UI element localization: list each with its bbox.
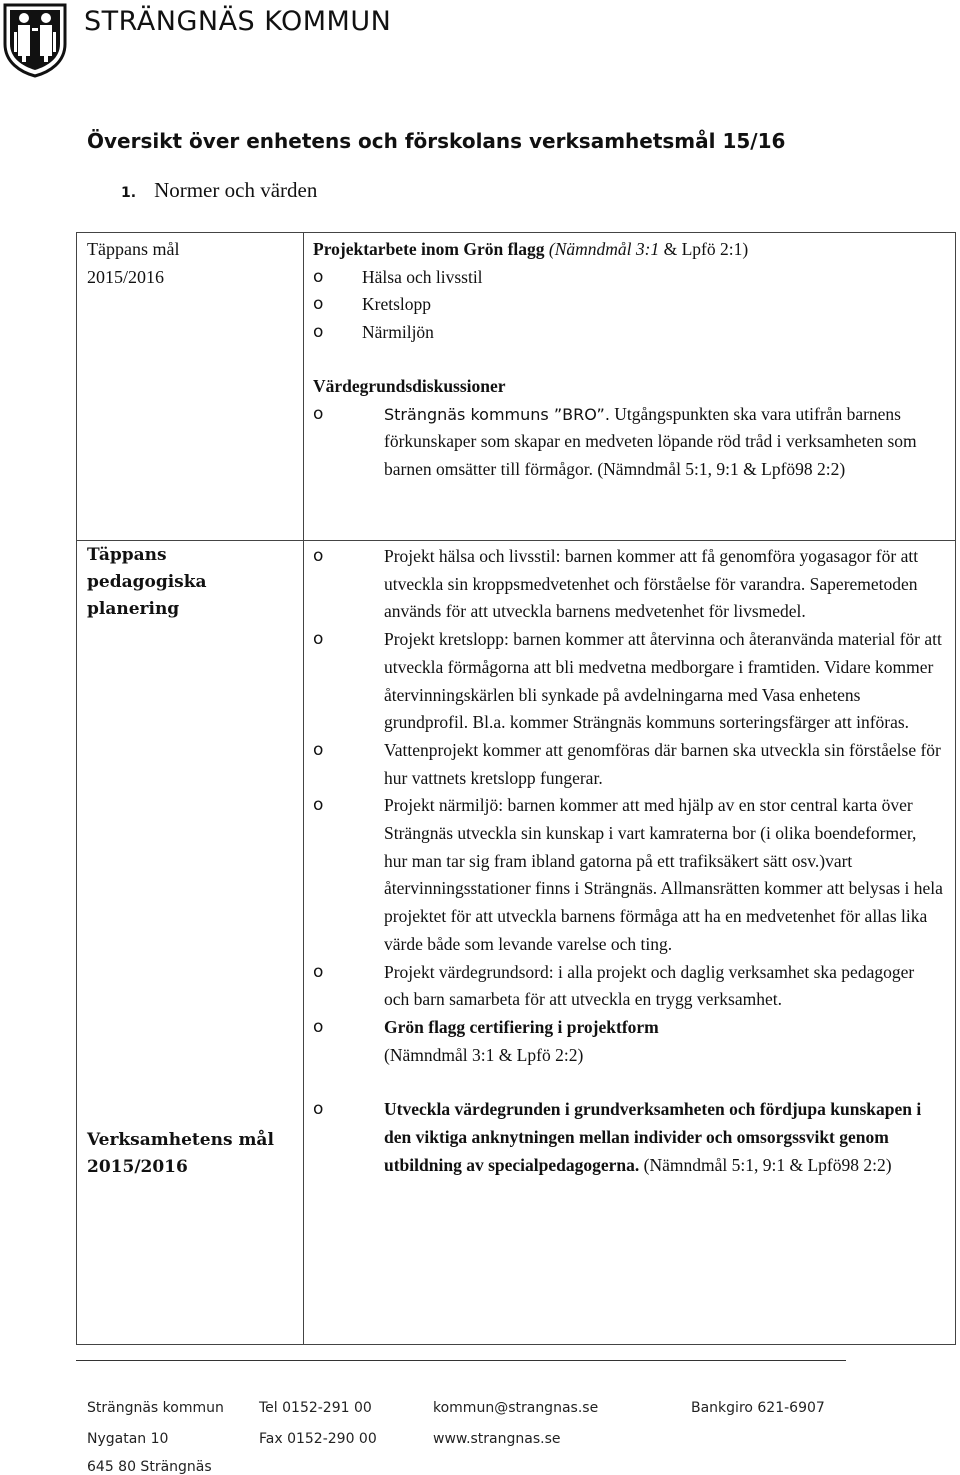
footer-postal: 645 80 Strängnäs — [87, 1459, 212, 1475]
coat-of-arms-icon — [2, 2, 68, 83]
green-flag-list — [313, 264, 943, 347]
row-label-pedagogical-planning — [87, 542, 297, 623]
list-item — [313, 543, 943, 626]
bullet-icon: o — [313, 961, 324, 982]
bullet-icon: o — [313, 546, 324, 566]
footer-rule — [76, 1360, 846, 1361]
goal-title: Utveckla värdegrunden i grundverksamheten och fördjupa kunskapen i den viktiga anknytningen mellan individer och omsorgssvikt genom utbildning av specialpedagogerna. — [384, 1099, 922, 1175]
footer-org-name: Strängnäs kommun — [87, 1400, 224, 1416]
list-item-text: Kretslopp — [362, 294, 432, 315]
municipality-name: STRÄNGNÄS KOMMUN — [84, 6, 392, 37]
bullet-icon: o — [313, 629, 324, 650]
bullet-icon: o — [313, 322, 324, 343]
list-item-text: Projekt närmiljö: barnen kommer att med hjälp av en stor central karta över Strängnäs utveckla sin kunskap i vart kamraterna bor (i olika boendeformer, hur man tar sig fram ibland gatorna på ett trafiksäkert sätt osv.)vart återvinningsstationer finns i Strängnäs. Allmansrätten kommer att belysas i hela projektet för att utveckla barnens förmåga att ha en medvetenhet för allas lika värde både som levande varelse och ting. — [384, 795, 943, 954]
heading-ref-italic: (Nämndmål 3:1 — [548, 239, 660, 259]
bullet-icon: o — [313, 795, 324, 816]
section-heading — [121, 178, 317, 203]
green-flag-heading — [313, 236, 943, 264]
list-item — [313, 626, 943, 737]
list-item-text: Projekt värdegrundsord: i alla projekt och daglig verksamhet ska pedagoger och barn samarbeta för att utveckla en trygg verksamhet. — [384, 961, 915, 1010]
label-line: Verksamhetens mål — [87, 1130, 274, 1150]
list-item — [313, 1014, 943, 1069]
label-line: 2015/2016 — [87, 267, 165, 287]
row-divider — [77, 540, 955, 541]
list-item — [313, 291, 943, 319]
list-item — [313, 959, 943, 1014]
column-divider — [303, 233, 304, 1344]
goal-reference: (Nämndmål 3:1 & Lpfö 2:2) — [384, 1044, 584, 1065]
list-item — [313, 264, 943, 292]
goal-title: Grön flagg certifiering i projektform — [384, 1016, 659, 1037]
bullet-icon: o — [313, 294, 324, 315]
footer-street: Nygatan 10 — [87, 1431, 169, 1447]
footer-fax: Fax 0152-290 00 — [259, 1431, 377, 1447]
footer-website-link[interactable]: www.strangnas.se — [433, 1431, 561, 1447]
label-line: Täppans — [87, 545, 167, 565]
row1-content — [313, 236, 943, 484]
section-number: 1. — [121, 185, 137, 201]
values-discussion-heading: Värdegrundsdiskussioner — [313, 375, 506, 396]
list-item — [313, 319, 943, 347]
heading-text: Projektarbete inom Grön flagg — [313, 239, 545, 259]
label-line: 2015/2016 — [87, 1157, 188, 1177]
section-title: Normer och värden — [154, 178, 318, 202]
list-item-text: Närmiljön — [362, 322, 434, 343]
row2-content — [313, 543, 943, 1179]
list-item-text: Utgångspunkten ska vara utifrån barnens förkunskaper som skapar en medveten löpande röd tråd i verksamheten som barnen omsätter till förmågor. (Nämndmål 5:1, 9:1 & Lpfö98 2:2) — [384, 403, 917, 479]
footer-phone: Tel 0152-291 00 — [259, 1400, 372, 1416]
bullet-icon: o — [313, 1016, 324, 1037]
list-item — [313, 1096, 943, 1179]
goals-table — [76, 232, 956, 1345]
bullet-icon: o — [313, 1099, 324, 1120]
row-label-tappans-mal — [87, 235, 297, 291]
goal-reference: (Nämndmål 5:1, 9:1 & Lpfö98 2:2) — [639, 1154, 892, 1175]
footer-bankgiro: Bankgiro 621-6907 — [691, 1400, 825, 1416]
bro-label: Strängnäs kommuns ”BRO”. — [384, 404, 610, 424]
list-item-text: Vattenprojekt kommer att genomföras där barnen ska utveckla sin förståelse för hur vattnets kretslopp fungerar. — [384, 739, 941, 788]
list-item — [313, 401, 943, 484]
page-header — [0, 0, 960, 80]
row-label-verksamhetens-mal — [87, 1127, 297, 1181]
values-list — [313, 401, 943, 484]
bullet-icon: o — [313, 403, 324, 424]
list-item-text: Projekt hälsa och livsstil: barnen kommer att få genomföra yogasagor för att utveckla sin kroppsmedvetenhet och förståelse för varandra. Saperemetoden används för att utveckla barnens medvetenhet för livsmedel. — [384, 546, 919, 622]
footer-email-link[interactable]: kommun@strangnas.se — [433, 1400, 599, 1416]
label-line: pedagogiska — [87, 572, 207, 592]
list-item — [313, 792, 943, 958]
bullet-icon: o — [313, 266, 324, 287]
heading-ref: & Lpfö 2:1) — [659, 239, 749, 259]
label-line: planering — [87, 599, 180, 619]
projects-list — [313, 543, 943, 1014]
document-title: Översikt över enhetens och förskolans verksamhetsmål 15/16 — [87, 129, 786, 153]
list-item-text: Hälsa och livsstil — [362, 266, 483, 287]
bullet-icon: o — [313, 739, 324, 760]
goals-list — [313, 1014, 943, 1180]
list-item — [313, 737, 943, 792]
list-item-text: Projekt kretslopp: barnen kommer att återvinna och återanvända material för att utveckla förmågorna att bli medvetna medborgare i framtiden. Vidare kommer återvinningskärlen bli synkade på avdelningarna med Vasa enhetens grundprofil. Bl.a. kommer Strängnäs kommuns sorteringsfärger att införas. — [384, 629, 942, 733]
label-line: Täppans mål — [87, 239, 180, 259]
